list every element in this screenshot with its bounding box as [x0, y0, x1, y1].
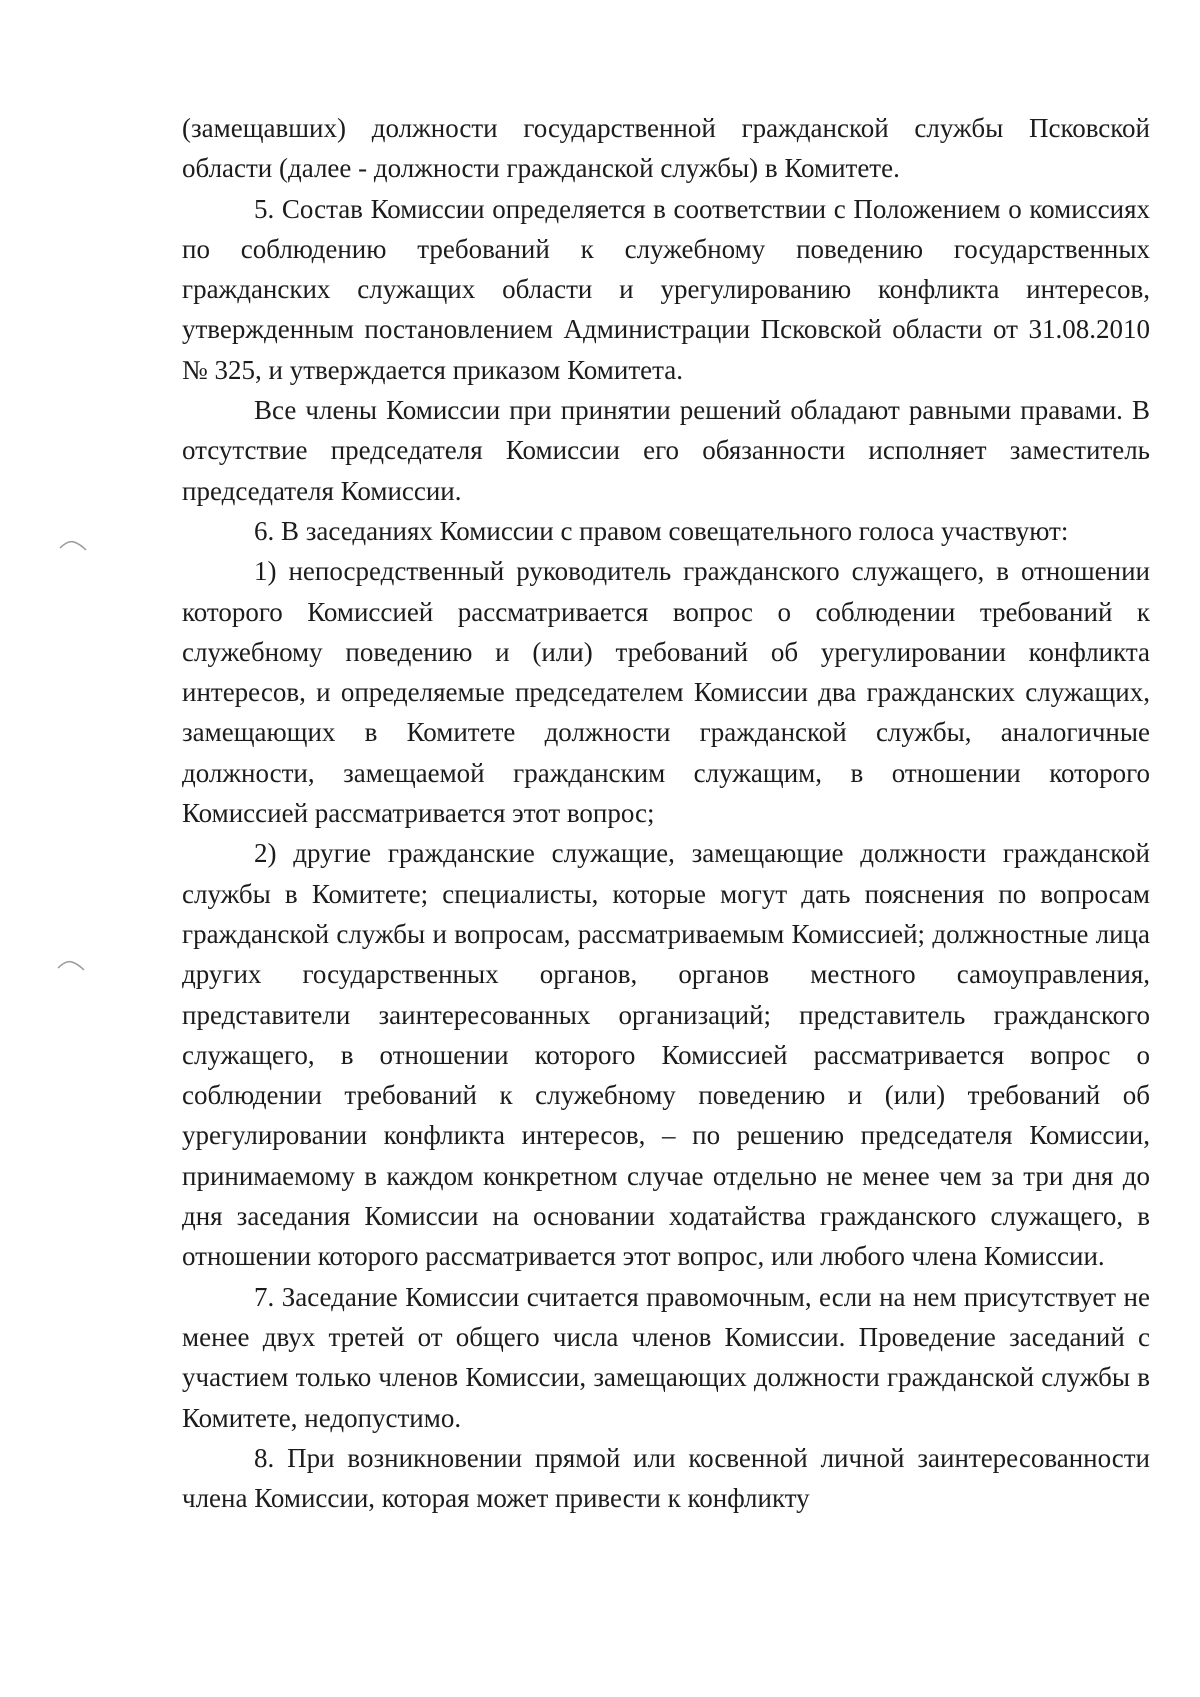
paragraph-continuation: (замещавших) должности государственной гражданской службы Псковской области (далее - должности гражданской службы) в Комитете. — [182, 113, 1150, 184]
paragraph-subitem-1: 1) непосредственный руководитель гражданского служащего, в отношении которого Комиссией рассматривается вопрос о соблюдении требований к служебному поведению и (или) требований об урегулировании конфликта интересов, и определяемые председателем Комиссии два гражданских служащих, замещающих в Комитете должности гражданской службы, аналогичные должности, замещаемой гражданским служащим, в отношении которого Комиссией рассматривается этот вопрос; — [182, 556, 1150, 829]
paragraph-item-7: 7. Заседание Комиссии считается правомочным, если на нем присутствует не менее двух третей от общего числа членов Комиссии. Проведение заседаний с участием только членов Комиссии, замещающих должности гражданской службы в Комитете, недопустимо. — [182, 1281, 1150, 1433]
document-body — [182, 108, 1150, 1518]
paragraph-subitem-2: 2) другие гражданские служащие, замещающие должности гражданской службы в Комитете; специалисты, которые могут дать пояснения по вопросам гражданской службы и вопросам, рассматриваемым Комиссией; должностные лица других государственных органов, органов местного самоуправления, представители заинтересованных организаций; представитель гражданского служащего, в отношении которого Комиссией рассматривается вопрос о соблюдении требований к служебному поведению и (или) требований об урегулировании конфликта интересов, – по решению председателя Комиссии, принимаемому в каждом конкретном случае отдельно не менее чем за три дня до дня заседания Комиссии на основании ходатайства гражданского служащего, в отношении которого рассматривается этот вопрос, или любого члена Комиссии. — [182, 838, 1150, 1272]
paragraph-equal-rights: Все члены Комиссии при принятии решений обладают равными правами. В отсутствие председателя Комиссии его обязанности исполняет заместитель председателя Комиссии. — [182, 395, 1150, 506]
margin-mark — [56, 958, 86, 972]
margin-mark — [58, 538, 88, 552]
paragraph-item-6: 6. В заседаниях Комиссии с правом совещательного голоса участвуют: — [254, 515, 1069, 546]
paragraph-item-8: 8. При возникновении прямой или косвенной личной заинтересованности члена Комиссии, которая может привести к конфликту — [182, 1442, 1150, 1514]
paragraph-item-5: 5. Состав Комиссии определяется в соответствии с Положением о комиссиях по соблюдению требований к служебному поведению государственных гражданских служащих области и урегулированию конфликта интересов, утвержденным постановлением Администрации Псковской области от 31.08.2010 № 325, и утверждается приказом Комитета. — [182, 193, 1150, 385]
